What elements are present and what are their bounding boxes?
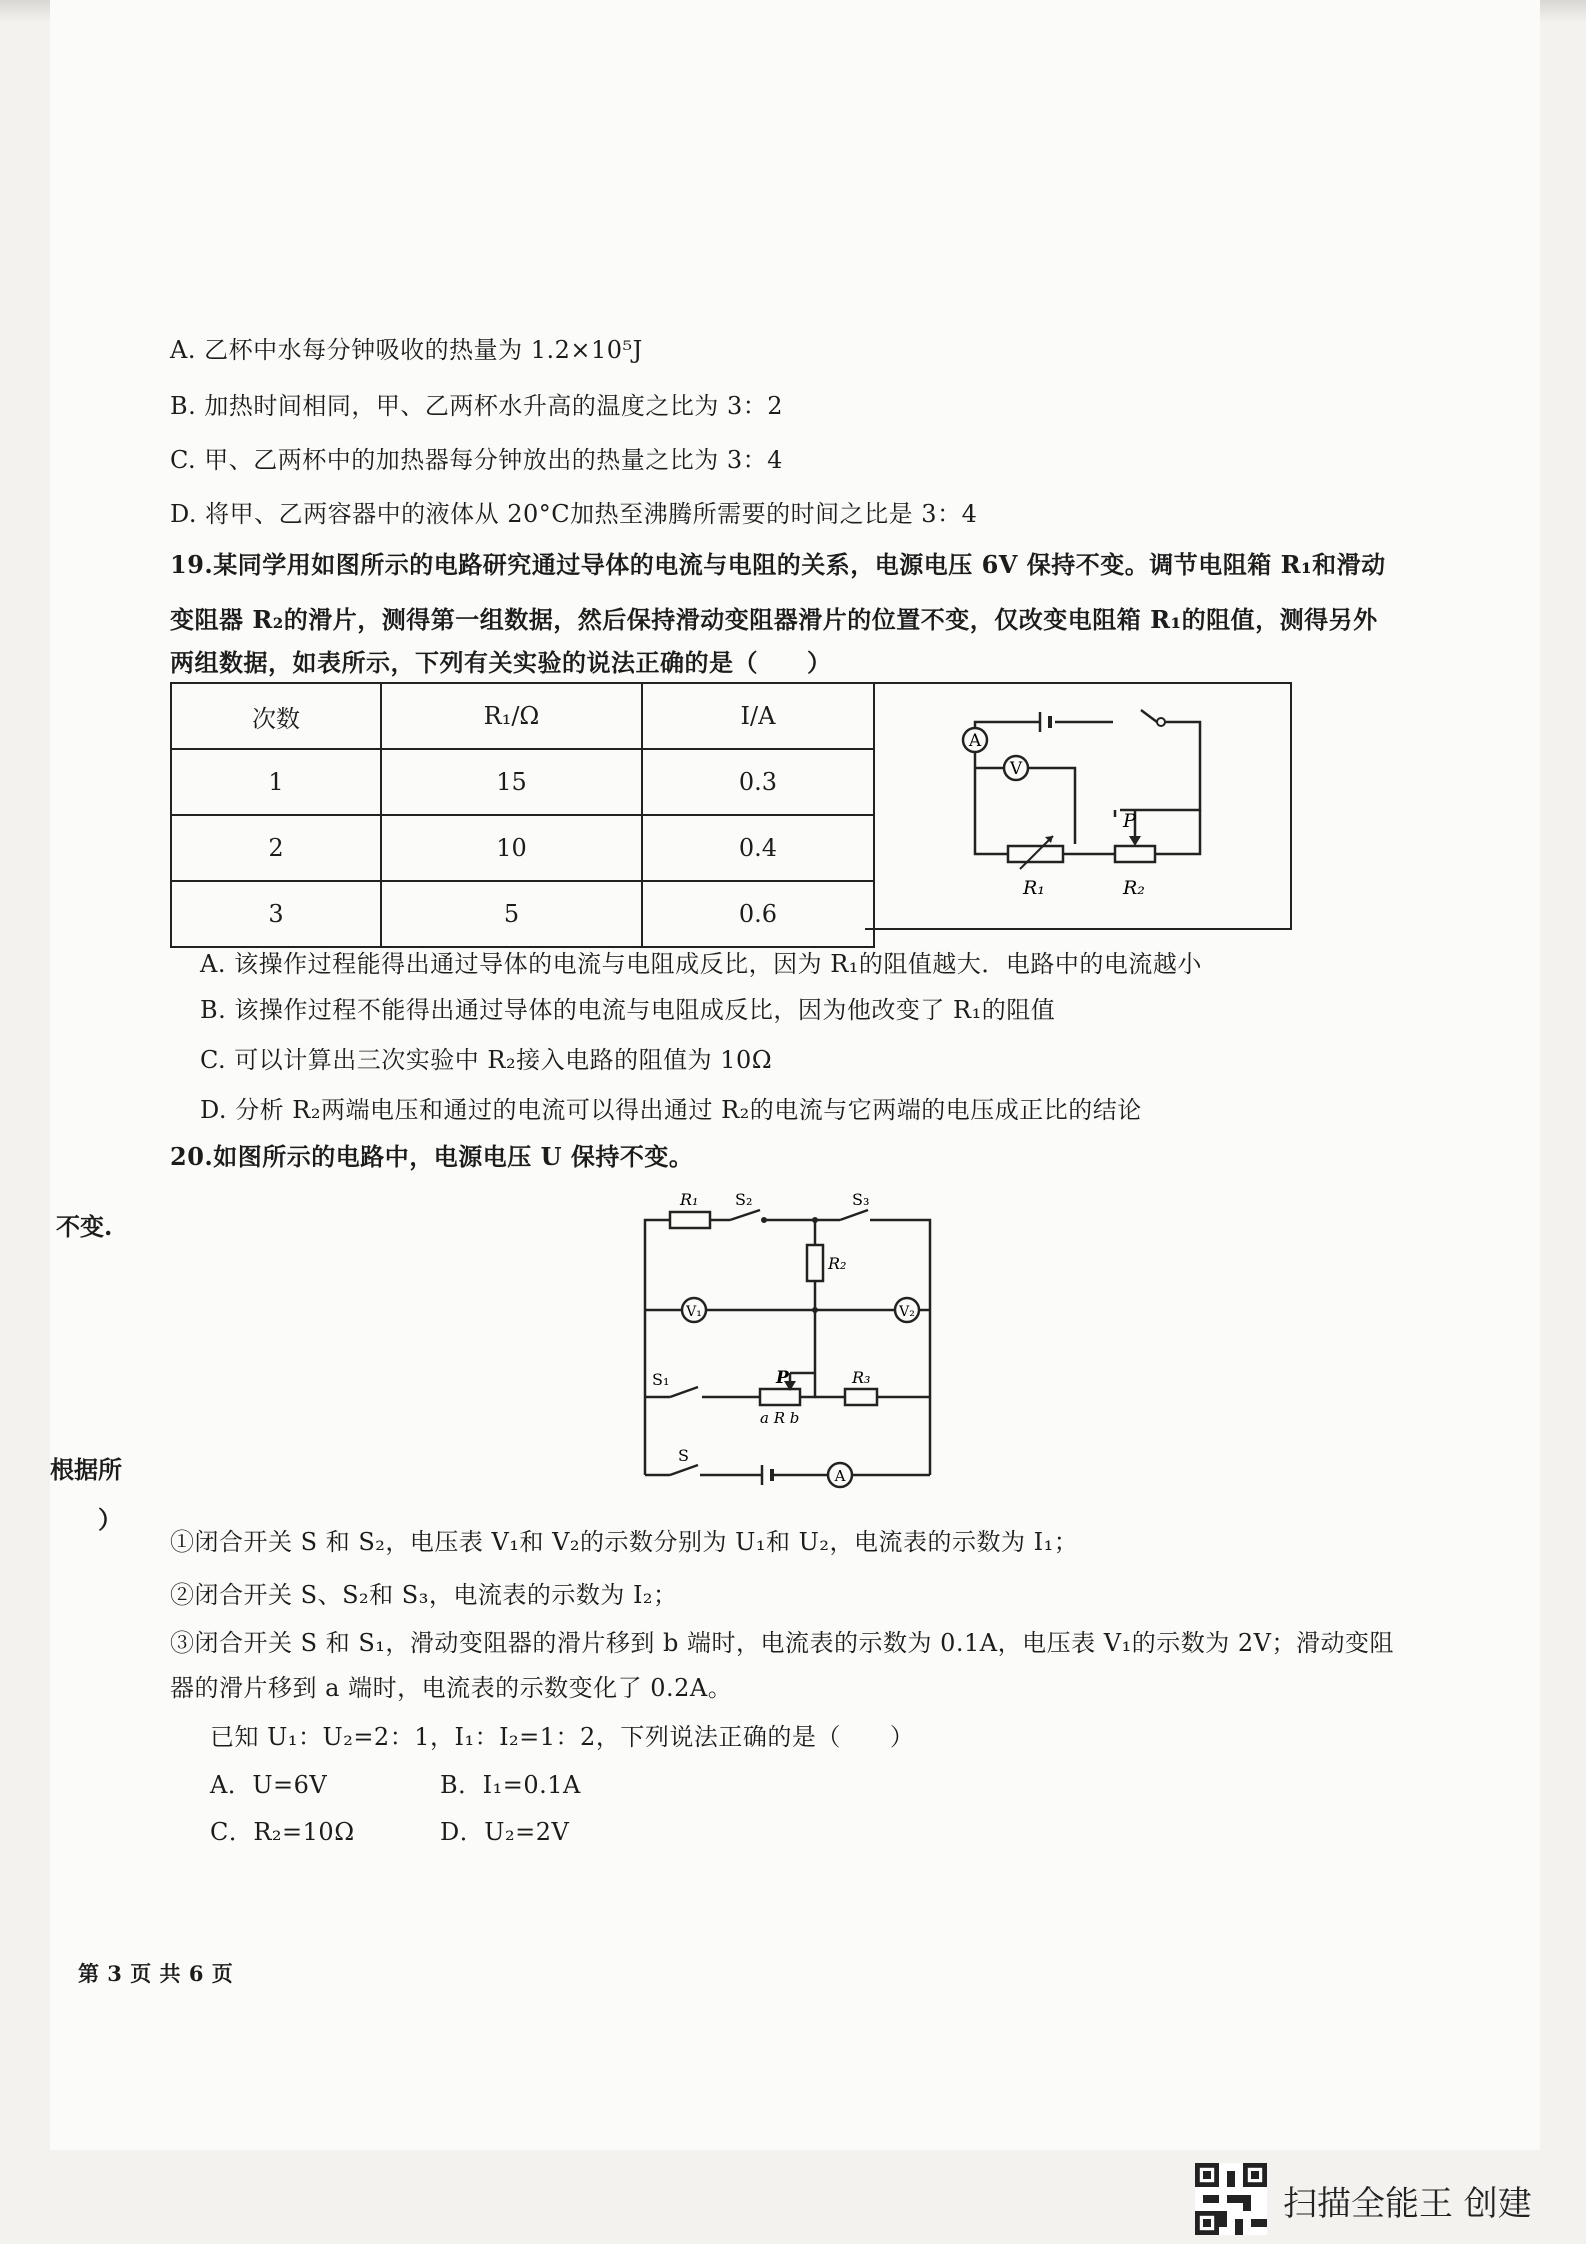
cell: 1 [171, 749, 381, 815]
header-current: I/A [642, 683, 874, 749]
resistor-r3 [845, 1389, 877, 1405]
cell: 3 [171, 881, 381, 947]
label-r2: R₂ [828, 1254, 847, 1273]
label-r3: R₃ [852, 1368, 871, 1387]
label-v1: V₁ [686, 1304, 702, 1320]
q19-circuit-figure [865, 682, 1292, 930]
q18-option-d: D. 将甲、乙两容器中的液体从 20°C加热至沸腾所需要的时间之比是 3：4 [170, 500, 978, 528]
q19-option-d: D. 分析 R₂两端电压和通过的电流可以得出通过 R₂的电流与它两端的电压成正比的结论 [200, 1096, 1142, 1124]
rheostat-r [760, 1389, 800, 1405]
q19-option-a: A. 该操作过程能得出通过导体的电流与电阻成反比，因为 R₁的阻值越大．电路中的电流越小 [200, 950, 1202, 978]
label-p: P [776, 1368, 789, 1388]
cell: 10 [381, 815, 642, 881]
qr-code-icon [1195, 2163, 1267, 2235]
q19-option-c: C. 可以计算出三次实验中 R₂接入电路的阻值为 10Ω [200, 1046, 773, 1074]
table-row [171, 749, 874, 815]
label-a: A [834, 1467, 846, 1485]
q18-option-b: B. 加热时间相同，甲、乙两杯水升高的温度之比为 3：2 [170, 392, 784, 420]
junction-dot [812, 1307, 818, 1313]
q18-option-c: C. 甲、乙两杯中的加热器每分钟放出的热量之比为 3：4 [170, 446, 783, 474]
label-s: S [678, 1446, 689, 1465]
slider-arrow-icon [1129, 836, 1141, 846]
label-s1: S₁ [652, 1370, 670, 1389]
resistor-r2 [807, 1245, 823, 1281]
voltmeter-label: V [1009, 759, 1023, 779]
switch-s2-icon [730, 1210, 760, 1220]
page-number: 第 3 页 共 6 页 [78, 1961, 234, 1986]
rheostat-r2 [1115, 846, 1155, 862]
switch-s2-contact [761, 1217, 767, 1223]
scanner-watermark: 扫描全能王 创建 [1283, 2184, 1532, 2224]
ammeter-label: A [968, 731, 982, 751]
label-s2: S₂ [735, 1190, 753, 1209]
q20-step2: ②闭合开关 S、S₂和 S₃，电流表的示数为 I₂； [170, 1581, 678, 1609]
cell: 0.6 [642, 881, 874, 947]
label-r1: R₁ [680, 1190, 699, 1209]
slider-label-p: P [1123, 810, 1136, 832]
q20-option-d: D．U₂=2V [440, 1818, 570, 1846]
q20-step3-line2: 器的滑片移到 a 端时，电流表的示数变化了 0.2A。 [170, 1674, 733, 1702]
cell: 5 [381, 881, 642, 947]
q19-stem-line2: 变阻器 R₂的滑片，测得第一组数据，然后保持滑动变阻器滑片的位置不变，仅改变电阻箱 R₁的阻值，测得另外 [170, 605, 1378, 634]
header-r1: R₁/Ω [381, 683, 642, 749]
q20-known: 已知 U₁：U₂=2：1，I₁：I₂=1：2，下列说法正确的是（ ） [210, 1723, 915, 1751]
q19-stem-line1: 19.某同学用如图所示的电路研究通过导体的电流与电阻的关系，电源电压 6V 保持不变。调节电阻箱 R₁和滑动 [170, 550, 1386, 579]
header-trial: 次数 [171, 683, 381, 749]
q19-data-table [170, 682, 875, 948]
table-header-row [171, 683, 874, 749]
q20-option-a: A．U=6V [210, 1771, 328, 1799]
q19-circuit-svg [865, 684, 1290, 928]
q20-option-b: B．I₁=0.1A [440, 1771, 581, 1799]
resistor-r1 [670, 1212, 710, 1228]
q19-option-b: B. 该操作过程不能得出通过导体的电流与电阻成反比，因为他改变了 R₁的阻值 [200, 996, 1056, 1024]
q18-option-a: A. 乙杯中水每分钟吸收的热量为 1.2×10⁵J [170, 336, 643, 364]
q20-stem: 20.如图所示的电路中，电源电压 U 保持不变。 [170, 1142, 694, 1171]
switch-s-icon [670, 1465, 698, 1475]
q20-circuit-figure [630, 1185, 950, 1495]
label-s3: S₃ [852, 1190, 870, 1209]
q20-option-c: C．R₂=10Ω [210, 1818, 355, 1846]
margin-fragment-paren: ） [98, 1505, 122, 1534]
cell: 0.4 [642, 815, 874, 881]
label-r1: R₁ [1023, 877, 1045, 899]
margin-fragment-genju: 根据所 [50, 1455, 122, 1484]
q20-step1: ①闭合开关 S 和 S₂，电压表 V₁和 V₂的示数分别为 U₁和 U₂，电流表的示数为 I₁； [170, 1528, 1079, 1556]
margin-fragment-bubian: 不变. [56, 1212, 113, 1241]
cell: 2 [171, 815, 381, 881]
label-r2: R₂ [1123, 877, 1145, 899]
switch-s1-icon [670, 1387, 698, 1397]
table-row [171, 815, 874, 881]
junction-dot [812, 1217, 818, 1223]
switch-s3-icon [840, 1210, 868, 1220]
cell: 0.3 [642, 749, 874, 815]
label-v2: V₂ [899, 1304, 915, 1320]
cell: 15 [381, 749, 642, 815]
table-row [171, 881, 874, 947]
switch-contact [1157, 718, 1165, 726]
q19-stem-line3: 两组数据，如表所示，下列有关实验的说法正确的是（ ） [170, 648, 832, 677]
q20-step3-line1: ③闭合开关 S 和 S₁，滑动变阻器的滑片移到 b 端时，电流表的示数为 0.1A，电压表 V₁的示数为 2V；滑动变阻 [170, 1629, 1394, 1657]
label-arb: a R b [760, 1409, 800, 1427]
